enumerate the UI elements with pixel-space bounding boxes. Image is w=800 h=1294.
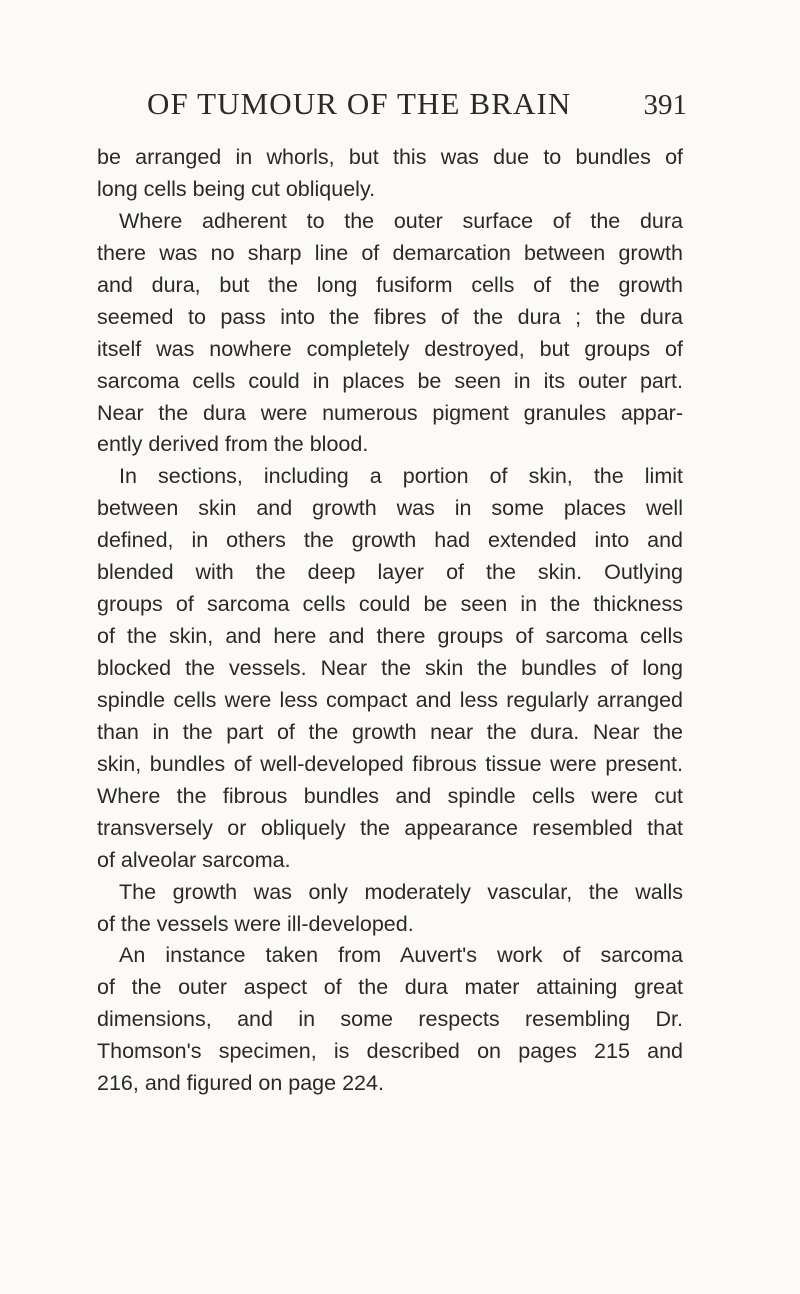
page-number: 391	[643, 89, 687, 121]
running-title: OF TUMOUR OF THE BRAIN	[147, 86, 572, 121]
text-line: of the skin, and here and there groups of sarcoma cells	[97, 624, 683, 649]
body-text	[97, 142, 683, 1100]
text-line: ently derived from the blood.	[97, 432, 369, 457]
text-line: 216, and figured on page 224.	[97, 1071, 384, 1096]
text-line: defined, in others the growth had extended into and	[97, 528, 683, 553]
text-line: The growth was only moderately vascular, the walls	[119, 879, 683, 904]
text-line: between skin and growth was in some places well	[97, 496, 683, 521]
text-line: seemed to pass into the fibres of the dura ; the dura	[97, 304, 683, 329]
text-line: of the vessels were ill-developed.	[97, 911, 414, 936]
text-line: than in the part of the growth near the dura. Near the	[97, 719, 683, 744]
text-line: Where the fibrous bundles and spindle cells were cut	[97, 783, 683, 808]
text-line: transversely or obliquely the appearance resembled that	[97, 815, 683, 840]
text-line: itself was nowhere completely destroyed, but groups of	[97, 336, 683, 361]
text-line: be arranged in whorls, but this was due to bundles of	[97, 145, 683, 169]
text-line: skin, bundles of well-developed fibrous tissue were present.	[97, 751, 683, 776]
text-line: An instance taken from Auvert's work of sarcoma	[119, 943, 683, 968]
text-line: and dura, but the long fusiform cells of the growth	[97, 272, 683, 297]
text-line: blended with the deep layer of the skin. Outlying	[97, 560, 683, 585]
text-line: blocked the vessels. Near the skin the bundles of long	[97, 656, 683, 680]
text-line: groups of sarcoma cells could be seen in the thickness	[97, 592, 683, 617]
text-line: there was no sharp line of demarcation between growth	[97, 240, 683, 265]
text-line: sarcoma cells could in places be seen in its outer part.	[97, 368, 683, 393]
text-line: Near the dura were numerous pigment granules appar-	[97, 400, 683, 425]
text-line: spindle cells were less compact and less regularly arranged	[97, 687, 683, 712]
running-head	[147, 86, 687, 122]
text-line: In sections, including a portion of skin, the limit	[119, 464, 683, 489]
text-line: of the outer aspect of the dura mater attaining great	[97, 975, 683, 1000]
text-line: dimensions, and in some respects resembling Dr.	[97, 1007, 683, 1032]
text-line: Where adherent to the outer surface of the dura	[119, 208, 683, 233]
text-line: long cells being cut obliquely.	[97, 176, 376, 201]
text-line: of alveolar sarcoma.	[97, 847, 291, 872]
text-line: Thomson's specimen, is described on pages 215 and	[97, 1039, 683, 1064]
